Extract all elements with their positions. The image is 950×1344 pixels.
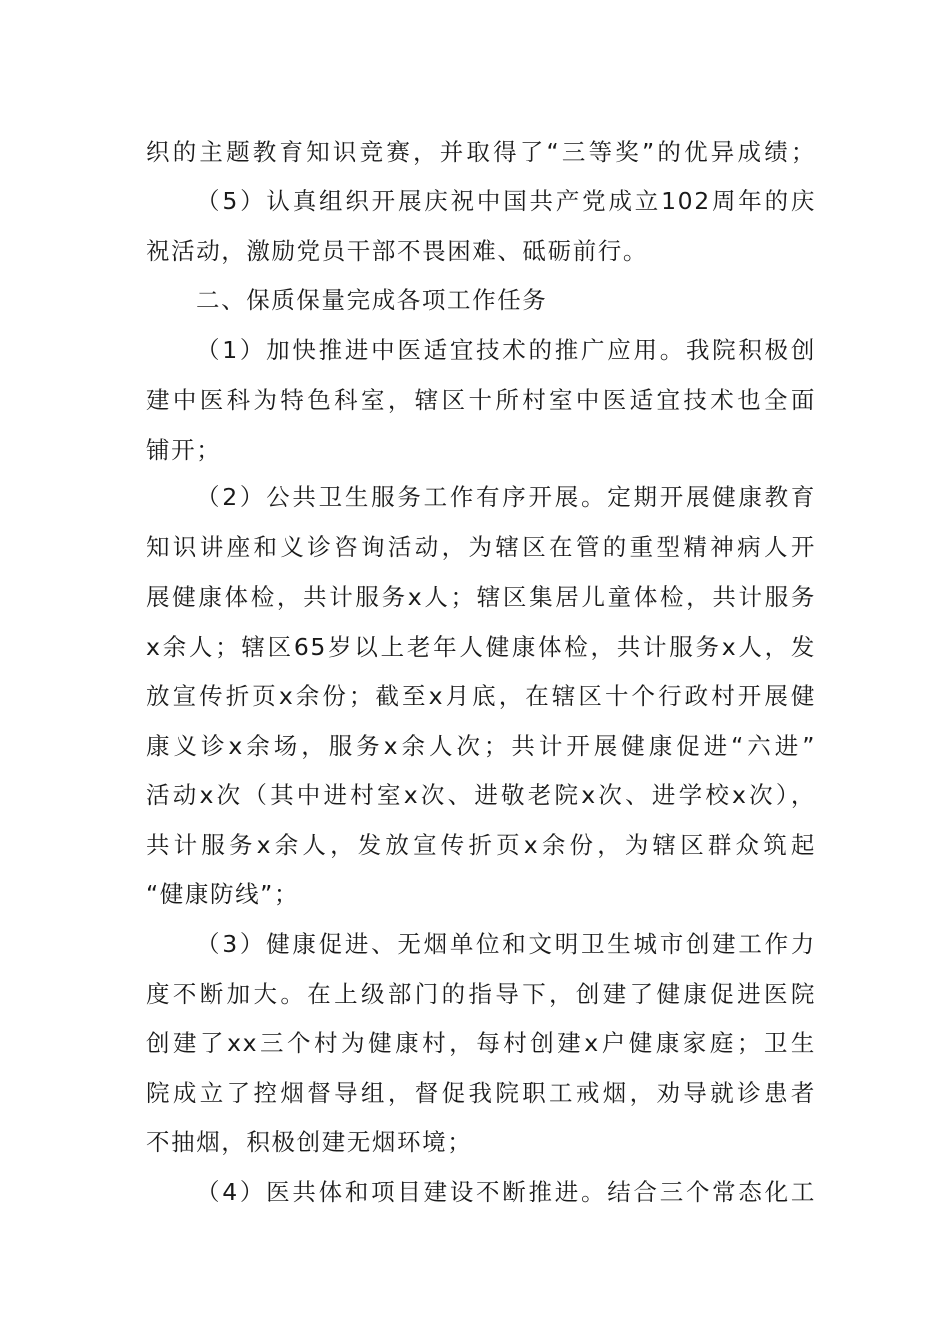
text-line: 度不断加大。在上级部门的指导下，创建了健康促进医院 xyxy=(146,980,816,1008)
text-line: 祝活动，激励党员干部不畏困难、砥砺前行。 xyxy=(146,237,648,265)
text-line: （5）认真组织开展庆祝中国共产党成立102周年的庆 xyxy=(196,187,816,215)
text-line: 知识讲座和义诊咨询活动，为辖区在管的重型精神病人开 xyxy=(146,533,816,561)
text-line: 院成立了控烟督导组，督促我院职工戒烟，劝导就诊患者 xyxy=(146,1079,816,1107)
text-line: 不抽烟，积极创建无烟环境； xyxy=(146,1128,473,1156)
text-line: 展健康体检，共计服务x人；辖区集居儿童体检，共计服务 xyxy=(146,583,816,611)
text-line: 活动x次（其中进村室x次、进敬老院x次、进学校x次）， xyxy=(146,781,816,809)
text-line: （1）加快推进中医适宜技术的推广应用。我院积极创 xyxy=(196,336,816,364)
text-line: 康义诊x余场，服务x余人次；共计开展健康促进“六进” xyxy=(146,732,816,760)
text-line: 织的主题教育知识竞赛，并取得了“三等奖”的优异成绩； xyxy=(146,138,816,166)
text-line: 放宣传折页x余份；截至x月底，在辖区十个行政村开展健 xyxy=(146,682,816,710)
text-line: （3）健康促进、无烟单位和文明卫生城市创建工作力 xyxy=(196,930,816,958)
text-line: 共计服务x余人，发放宣传折页x余份，为辖区群众筑起 xyxy=(146,831,816,859)
text-line: （4）医共体和项目建设不断推进。结合三个常态化工 xyxy=(196,1178,816,1206)
text-line: 建中医科为特色科室，辖区十所村室中医适宜技术也全面 xyxy=(146,386,816,414)
text-line: （2）公共卫生服务工作有序开展。定期开展健康教育 xyxy=(196,483,816,511)
text-line: 铺开； xyxy=(146,436,222,464)
text-line: “健康防线”； xyxy=(146,880,300,908)
section-heading: 二、保质保量完成各项工作任务 xyxy=(196,286,548,314)
text-line: 创建了xx三个村为健康村，每村创建x户健康家庭；卫生 xyxy=(146,1029,816,1057)
text-line: x余人；辖区65岁以上老年人健康体检，共计服务x人，发 xyxy=(146,633,816,661)
